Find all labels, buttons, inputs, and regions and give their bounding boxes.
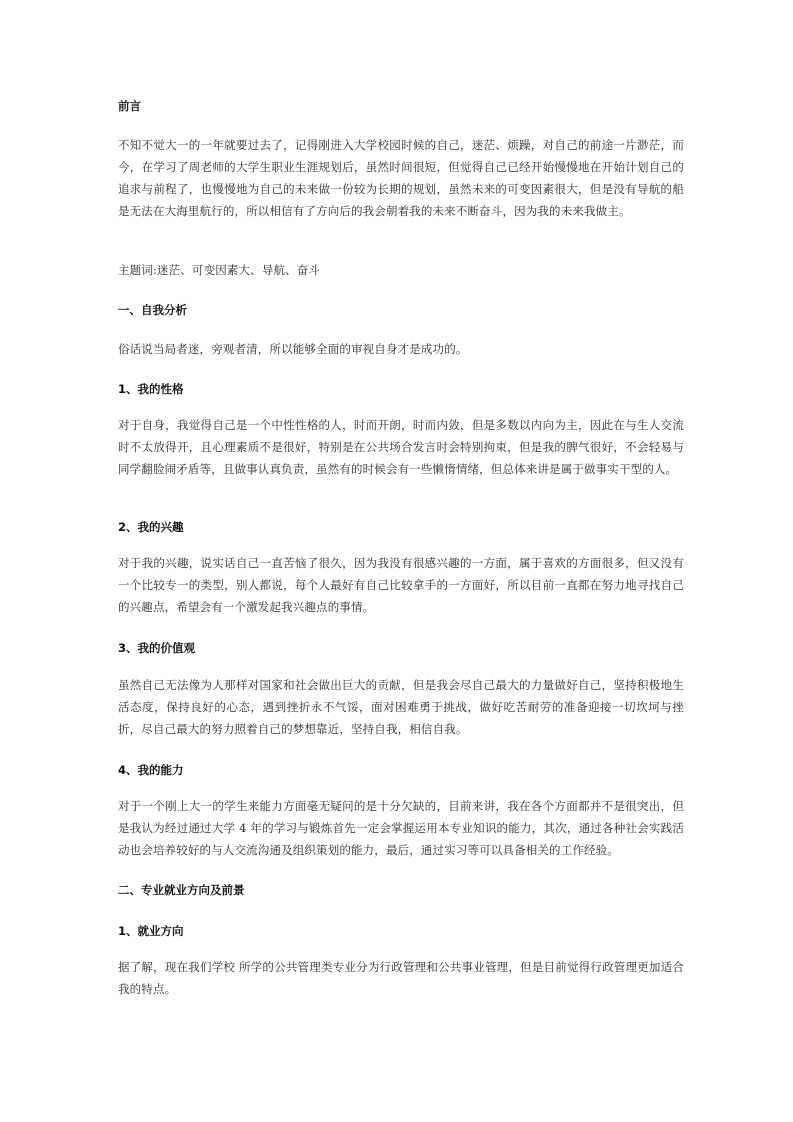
subsection-personality-body: 对于自身，我觉得自己是一个中性性格的人，时而开朗，时而内敛，但是多数以内向为主，因此在与生人交流时不太放得开，且心理素质不是很好，特别是在公共场合发言时会特别拘束，但是我的脾气很好，不会轻易与同学翻脸闹矛盾等，且做事认真负责，虽然有的时候会有一些懒惰情绪，但总体来讲是属于做事实干型的人。	[118, 418, 684, 476]
keywords-line: 主题词:迷茫、可变因素大、导航、奋斗	[118, 263, 321, 277]
section1-intro: 俗话说当局者迷，旁观者清，所以能够全面的审视自身才是成功的。	[118, 342, 468, 356]
section2-heading: 二、专业就业方向及前景	[118, 883, 245, 897]
subsection-values-body: 虽然自己无法像为人那样对国家和社会做出巨大的贡献，但是我会尽自己最大的力量做好自己，坚持积极地生活态度，保持良好的心态，遇到挫折永不气馁，面对困难勇于挑战，做好吃苦耐劳的准备迎接一切坎坷与挫折，尽自己最大的努力照着自己的梦想靠近，坚持自我，相信自我。	[118, 678, 684, 736]
section1-heading: 一、自我分析	[118, 303, 187, 317]
subsection-interest-heading: 2、我的兴趣	[118, 520, 184, 534]
subsection-interest-body: 对于我的兴趣，说实话自己一直苦恼了很久，因为我没有很感兴趣的一方面，属于喜欢的方面很多，但又没有一个比较专一的类型，别人都说，每个人最好有自己比较拿手的一方面好，所以目前一直都在努力地寻找自己的兴趣点，希望会有一个激发起我兴趣点的事情。	[118, 556, 684, 614]
subsection-career-direction-body: 据了解，现在我们学校 所学的公共管理类专业分为行政管理和公共事业管理，但是目前觉得行政管理更加适合我的特点。	[118, 960, 684, 996]
subsection-ability-heading: 4、我的能力	[118, 763, 184, 777]
subsection-career-direction-heading: 1、就业方向	[118, 924, 184, 938]
preface-body: 不知不觉大一的一年就要过去了，记得刚进入大学校园时候的自己，迷茫、烦躁，对自己的前途一片渺茫，而今，在学习了周老师的大学生职业生涯规划后，虽然时间很短，但觉得自己已经开始慢慢地在开始计划自己的追求与前程了，也慢慢地为自己的未来做一份较为长期的规划，虽然未来的可变因素很大，但是没有导航的船是无法在大海里航行的，所以相信有了方向后的我会朝着我的未来不断奋斗，因为我的未来我做主。	[118, 138, 684, 218]
subsection-personality-heading: 1、我的性格	[118, 382, 184, 396]
subsection-values-heading: 3、我的价值观	[118, 641, 196, 655]
subsection-ability-body: 对于一个刚上大一的学生来能力方面毫无疑问的是十分欠缺的，目前来讲，我在各个方面都并不是很突出，但是我认为经过通过大学 4 年的学习与锻炼首先一定会掌握运用本专业知识的能力，其次，通过各种社会实践活动也会培养较好的与人交流沟通及组织策划的能力，最后，通过实习等可以具备相关的工作经验。	[118, 799, 684, 857]
preface-heading: 前言	[118, 99, 141, 113]
